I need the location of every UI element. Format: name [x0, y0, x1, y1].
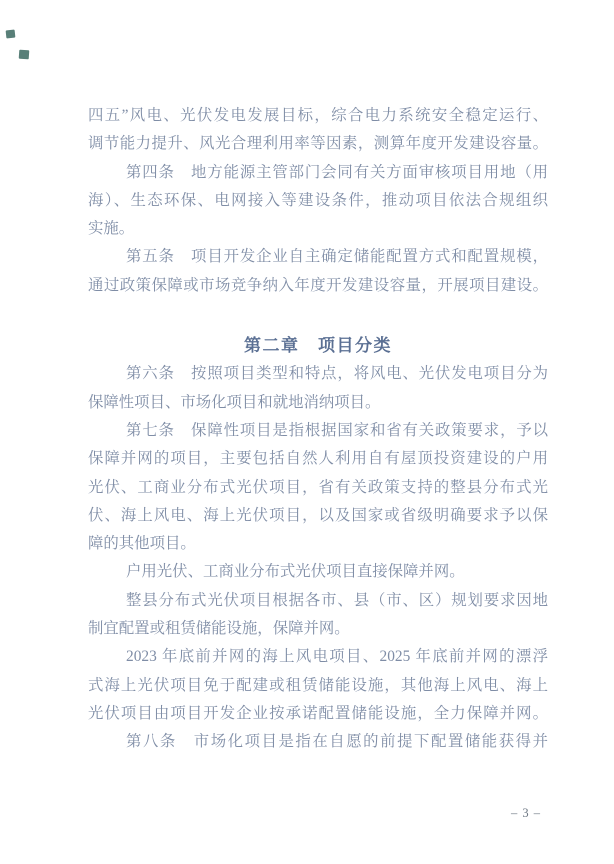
body-line: 2023 年底前并网的海上风电项目、2025 年底前并网的漂浮 [126, 648, 548, 666]
body-line: 调节能力提升、风光合理利用率等因素，测算年度开发建设容量。 [88, 135, 548, 153]
body-line: 制宜配置或租赁储能设施，保障并网。 [88, 620, 350, 638]
chapter-heading: 第二章 项目分类 [244, 336, 392, 356]
body-line: 实施。 [88, 220, 135, 238]
document-body [88, 102, 548, 757]
body-line: 伏、海上风电、海上光伏项目，以及国家或省级明确要求予以保 [88, 506, 548, 524]
body-line: 保障性项目、市场化项目和就地消纳项目。 [88, 393, 381, 411]
body-line: 式海上光伏项目免于配建或租赁储能设施，其他海上风电、海上 [88, 676, 548, 694]
scan-artifact [19, 50, 30, 60]
body-line: 四五”风电、光伏发电发展目标，综合电力系统安全稳定运行、 [88, 107, 548, 124]
body-line: 第八条 市场化项目是指在自愿的前提下配置储能获得并 [126, 733, 548, 751]
body-line: 通过政策保障或市场竞争纳入年度开发建设容量，开展项目建设。 [88, 276, 548, 294]
body-line: 障的其他项目。 [88, 535, 196, 553]
body-line: 保障并网的项目，主要包括自然人利用自有屋顶投资建设的户用 [88, 450, 548, 468]
scan-artifact [6, 30, 16, 39]
body-line: 第四条 地方能源主管部门会同有关方面审核项目用地（用 [126, 163, 548, 181]
body-line: 第七条 保障性项目是指根据国家和省有关政策要求，予以 [126, 421, 548, 439]
body-line: 整县分布式光伏项目根据各市、县（市、区）规划要求因地 [126, 591, 548, 609]
body-line: 户用光伏、工商业分布式光伏项目直接保障并网。 [126, 563, 465, 581]
body-line: 光伏、工商业分布式光伏项目，省有关政策支持的整县分布式光 [88, 478, 548, 496]
page-number: – 3 – [511, 806, 541, 820]
body-line: 第五条 项目开发企业自主确定储能配置方式和配置规模， [126, 248, 548, 266]
body-line: 海）、生态环保、电网接入等建设条件，推动项目依法合规组织 [88, 191, 548, 209]
body-line: 光伏项目由项目开发企业按承诺配置储能设施，全力保障并网。 [88, 704, 548, 722]
body-line: 第六条 按照项目类型和特点，将风电、光伏发电项目分为 [126, 365, 548, 383]
